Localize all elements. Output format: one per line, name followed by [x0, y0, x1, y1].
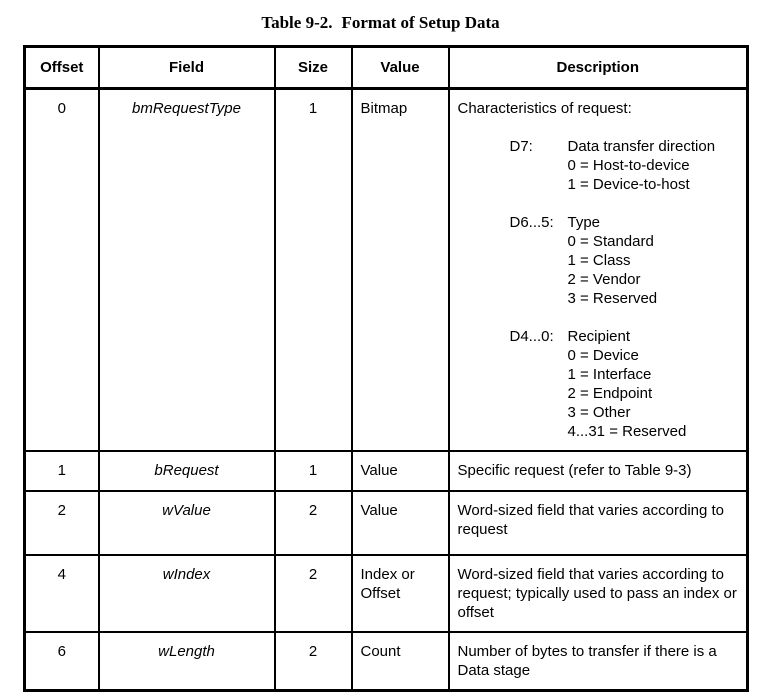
- table-header-row: [25, 47, 748, 89]
- cell-description: Specific request (refer to Table 9-3): [449, 451, 748, 491]
- bit-item: 2 = Endpoint: [567, 385, 653, 402]
- table-caption-label: Table 9-2.: [261, 13, 333, 32]
- cell-offset: 0: [25, 89, 99, 452]
- table-caption: [0, 0, 761, 45]
- header-offset: Offset: [25, 47, 99, 89]
- cell-size: 2: [275, 555, 352, 632]
- bit-group-label: D7:: [509, 138, 533, 155]
- cell-description: Word-sized field that varies according to request; typically used to pass an index or offset: [449, 555, 748, 632]
- bit-group-label: D4...0:: [509, 328, 554, 345]
- table-row-windex: [25, 555, 748, 632]
- cell-offset: 2: [25, 491, 99, 555]
- cell-field: bmRequestType: [99, 89, 275, 452]
- bit-group-d4-0: [510, 327, 739, 441]
- table-row-bmrequesttype: [25, 89, 748, 452]
- bit-item: 4...31 = Reserved: [567, 423, 687, 440]
- cell-value: Count: [352, 632, 449, 691]
- header-description: Description: [449, 47, 748, 89]
- cell-offset: 6: [25, 632, 99, 691]
- description-intro: Characteristics of request:: [457, 100, 632, 117]
- bit-group-content: [568, 327, 739, 441]
- cell-size: 1: [275, 89, 352, 452]
- bit-item: 0 = Host-to-device: [567, 157, 690, 174]
- cell-field: bRequest: [99, 451, 275, 491]
- cell-size: 2: [275, 491, 352, 555]
- cell-field: wLength: [99, 632, 275, 691]
- bit-item: 1 = Device-to-host: [567, 176, 690, 193]
- cell-value: Bitmap: [352, 89, 449, 452]
- bit-group-content: [568, 213, 739, 308]
- bit-item: 2 = Vendor: [567, 271, 641, 288]
- bit-group-title: Data transfer direction: [567, 138, 716, 155]
- header-value: Value: [352, 47, 449, 89]
- bit-group-d7: [510, 137, 739, 194]
- bit-item: 0 = Standard: [567, 233, 654, 250]
- table-row-brequest: [25, 451, 748, 491]
- cell-offset: 4: [25, 555, 99, 632]
- bit-group-title: Recipient: [567, 328, 631, 345]
- bit-group-title: Type: [567, 214, 601, 231]
- cell-size: 1: [275, 451, 352, 491]
- bit-group-label: D6...5:: [509, 214, 554, 231]
- cell-value: Value: [352, 491, 449, 555]
- bit-item: 1 = Interface: [567, 366, 652, 383]
- cell-description: Word-sized field that varies according to request: [449, 491, 748, 555]
- cell-offset: 1: [25, 451, 99, 491]
- cell-description: [449, 89, 748, 452]
- bit-item: 0 = Device: [567, 347, 639, 364]
- cell-field: wValue: [99, 491, 275, 555]
- cell-size: 2: [275, 632, 352, 691]
- bit-item: 3 = Other: [567, 404, 631, 421]
- setup-data-table: [23, 45, 749, 692]
- cell-value: Value: [352, 451, 449, 491]
- table-row-wvalue: [25, 491, 748, 555]
- cell-field: wIndex: [99, 555, 275, 632]
- cell-value: Index or Offset: [352, 555, 449, 632]
- bit-item: 3 = Reserved: [567, 290, 658, 307]
- bit-item: 1 = Class: [567, 252, 631, 269]
- table-caption-text: Format of Setup Data: [341, 13, 500, 32]
- cell-description: Number of bytes to transfer if there is a Data stage: [449, 632, 748, 691]
- header-field: Field: [99, 47, 275, 89]
- bit-group-content: [568, 137, 739, 194]
- bit-group-d6-5: [510, 213, 739, 308]
- header-size: Size: [275, 47, 352, 89]
- table-row-wlength: [25, 632, 748, 691]
